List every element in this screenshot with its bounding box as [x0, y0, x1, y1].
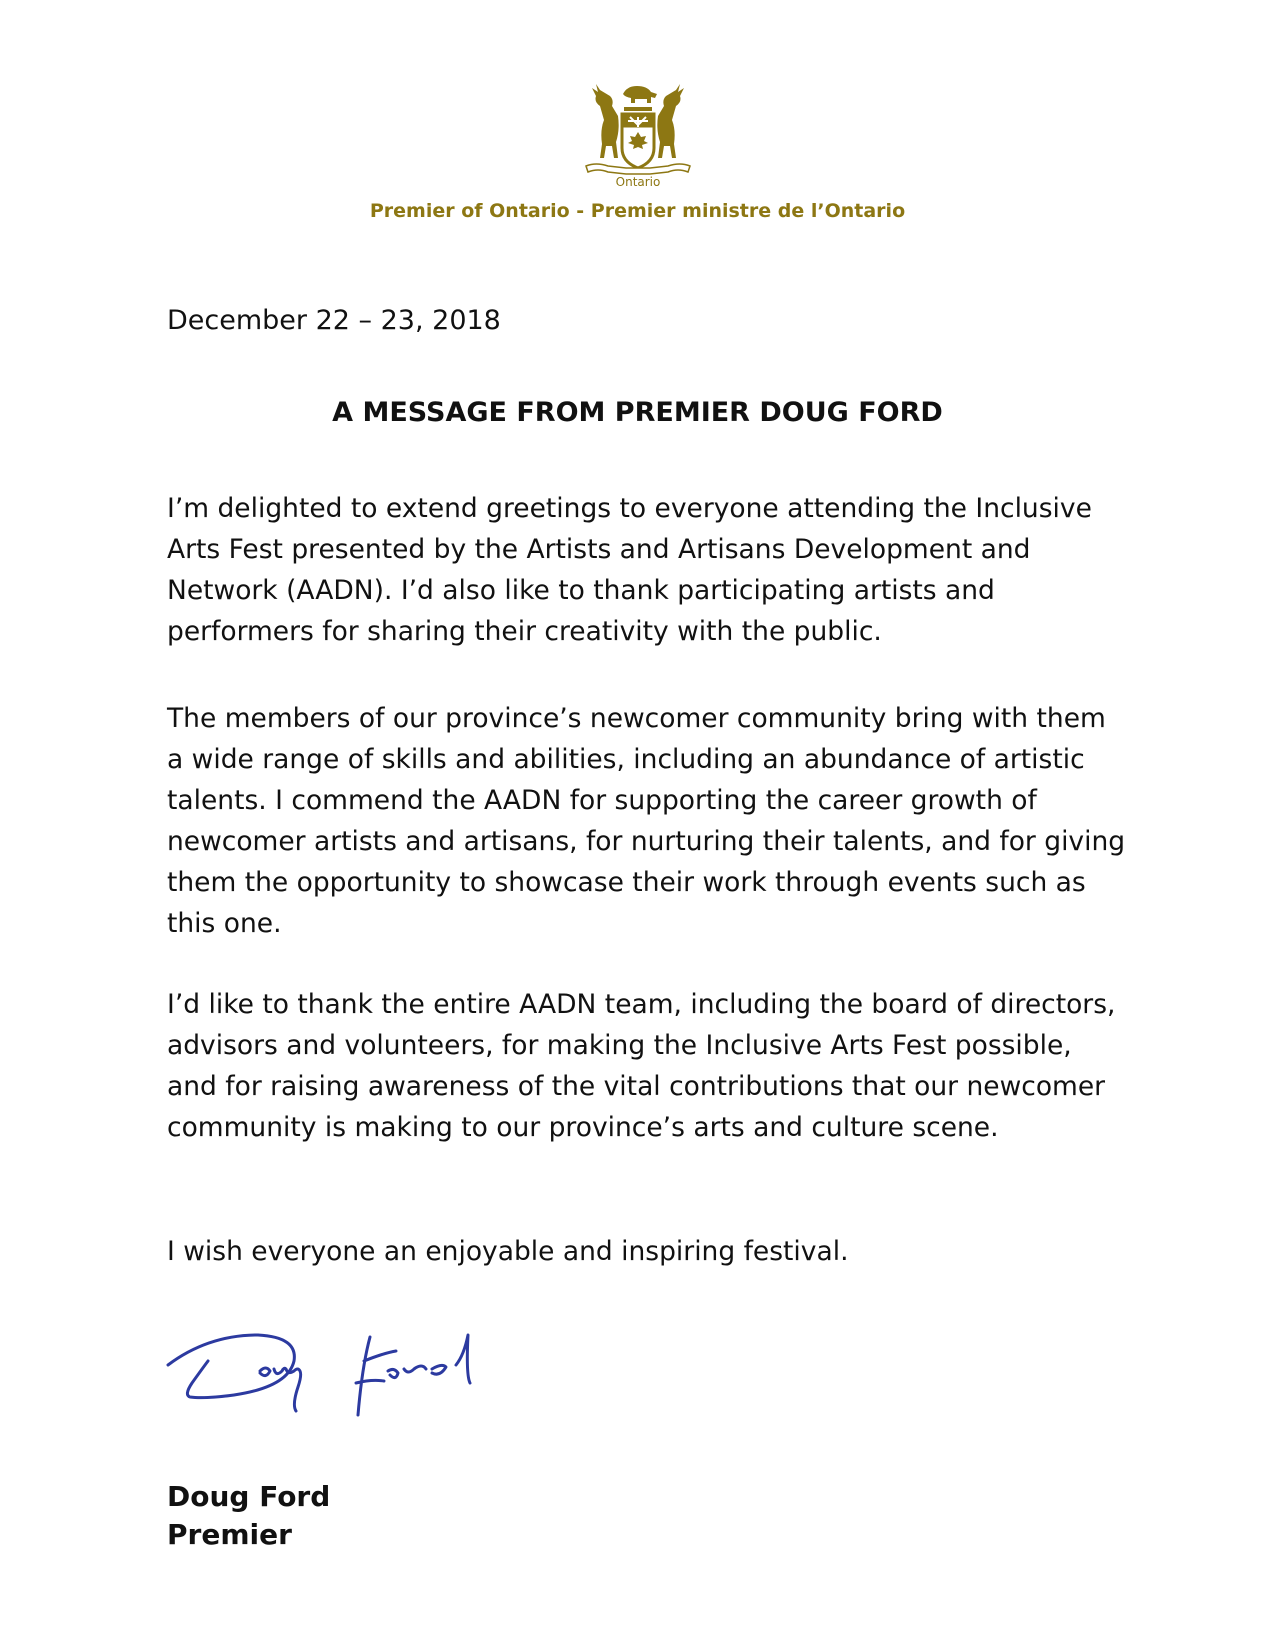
letter-paragraph: I’d like to thank the entire AADN team, including the board of directors, advisors and volunteers, for making the Inclusive Arts Fest possible, and for raising awareness of the vital contributions that our newcomer community is making to our province’s arts and culture scene. — [167, 989, 1116, 1143]
letter-paragraph: I wish everyone an enjoyable and inspiring festival. — [167, 1236, 849, 1267]
letter-paragraph: I’m delighted to extend greetings to everyone attending the Inclusive Arts Fest presented by the Artists and Artisans Development and Network (AADN). I’d also like to thank participating artists and performers for sharing their creativity with the public. — [167, 493, 1092, 647]
letter-paragraph: The members of our province’s newcomer community bring with them a wide range of skills and abilities, including an abundance of artistic talents. I commend the AADN for supporting the career growth of newcomer artists and artisans, for nurturing their talents, and for giving them the opportunity to showcase their work through events such as this one. — [167, 703, 1126, 939]
signer-title: Premier — [167, 1518, 292, 1551]
letter-heading: A MESSAGE FROM PREMIER DOUG FORD — [332, 397, 943, 428]
letter-date: December 22 – 23, 2018 — [167, 305, 501, 336]
letterhead-office-title: Premier of Ontario - Premier ministre de l’Ontario — [369, 200, 906, 222]
letterhead — [0, 80, 1275, 195]
crest-ontario-text: Ontario — [615, 175, 660, 189]
handwritten-signature-icon — [160, 1325, 520, 1445]
ontario-coat-of-arms-icon — [578, 80, 698, 195]
signer-name: Doug Ford — [167, 1480, 331, 1513]
